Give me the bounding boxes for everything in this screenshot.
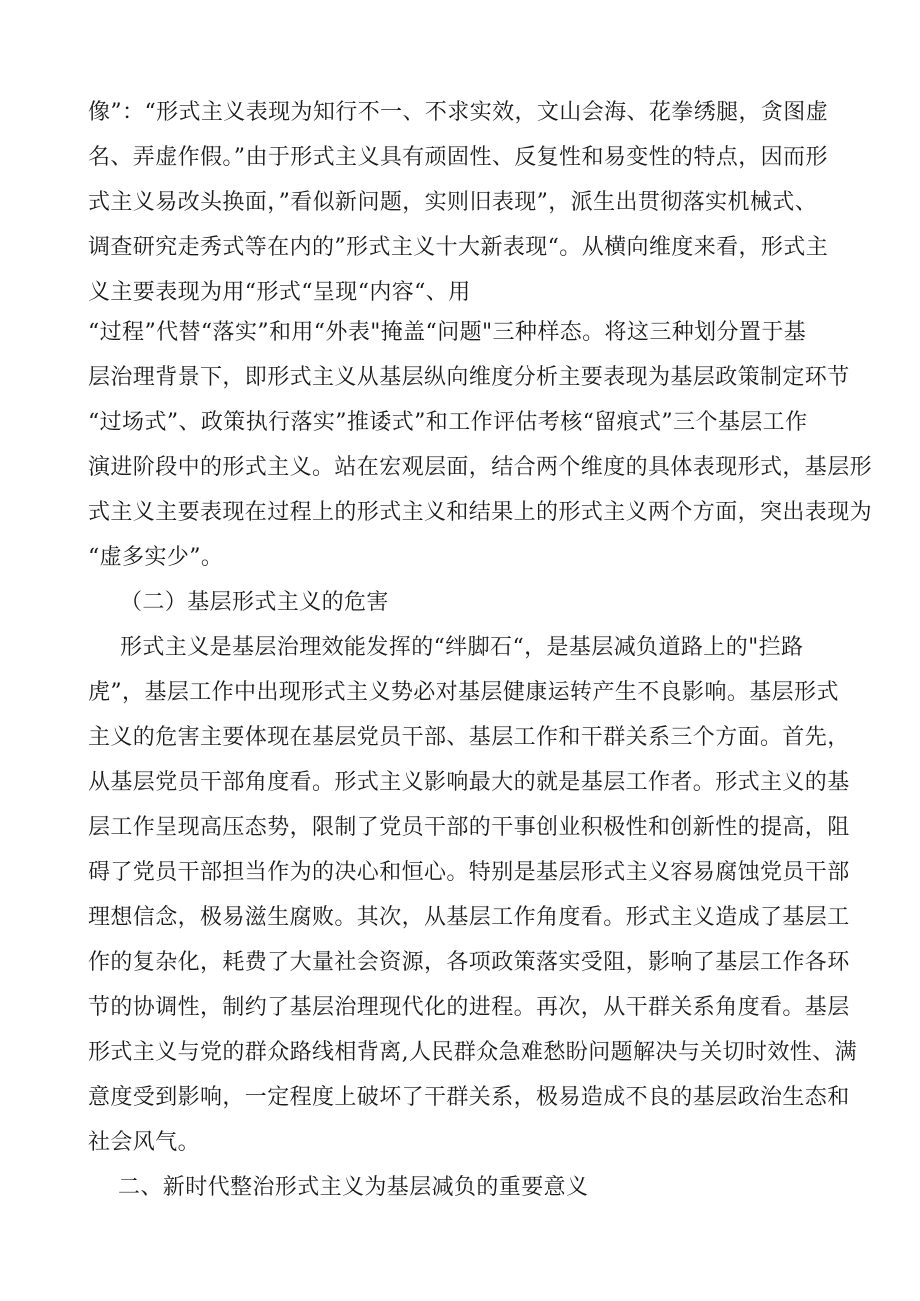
paragraph-line: 层工作呈现高压态势，限制了党员干部的干事创业积极性和创新性的提高，阻 [88, 815, 850, 840]
paragraph-line: “过场式”、政策执行落实”推诿式”和工作评估考核“留痕式”三个基层工作 [88, 410, 808, 435]
paragraph-line: 名、弄虚作假。”由于形式主义具有顽固性、反复性和易变性的特点，因而形 [88, 145, 828, 170]
paragraph-line: 形式主义与党的群众路线相背离,人民群众急难愁盼问题解决与关切时效性、满 [88, 1040, 857, 1065]
section-heading: 二、新时代整治形式主义为基层减负的重要意义 [118, 1175, 589, 1200]
paragraph-line: 层治理背景下，即形式主义从基层纵向维度分析主要表现为基层政策制定环节 [88, 365, 850, 390]
paragraph-line: 主义的危害主要体现在基层党员干部、基层工作和干群关系三个方面。首先， [88, 725, 850, 750]
paragraph-line: “虚多实少”。 [88, 545, 224, 570]
paragraph-line: 形式主义是基层治理效能发挥的“绊脚石“，是基层减负道路上的"拦路 [120, 635, 804, 660]
paragraph-line: 社会风气。 [88, 1130, 201, 1155]
paragraph-line: 式主义主要表现在过程上的形式主义和结果上的形式主义两个方面，突出表现为 [88, 500, 873, 525]
paragraph-line: 节的协调性，制约了基层治理现代化的进程。再次，从干群关系角度看。基层 [88, 995, 850, 1020]
paragraph-line: 演进阶段中的形式主义。站在宏观层面，结合两个维度的具体表现形式，基层形 [88, 455, 873, 480]
paragraph-line: 像”：“形式主义表现为知行不一、不求实效，文山会海、花拳绣腿，贪图虚 [88, 100, 829, 125]
paragraph-line: 式主义易改头换面，”看似新问题，实则旧表现”，派生出贯彻落实机械式、 [88, 190, 818, 215]
paragraph-line: 从基层党员干部角度看。形式主义影响最大的就是基层工作者。形式主义的基 [88, 770, 850, 795]
paragraph-line: 调查研究走秀式等在内的”形式主义十大新表现“。从横向维度来看，形式主 [88, 235, 829, 260]
paragraph-line: 理想信念，极易滋生腐败。其次，从基层工作角度看。形式主义造成了基层工 [88, 905, 850, 930]
paragraph-line: “过程”代替“落实”和用“外表"掩盖“问题"三种样态。将这三种划分置于基 [88, 320, 807, 345]
paragraph-line: 碍了党员干部担当作为的决心和恒心。特别是基层形式主义容易腐蚀党员干部 [88, 860, 850, 885]
paragraph-line: 义主要表现为用“形式“呈现“内容“、用 [88, 280, 471, 305]
subheading: （二）基层形式主义的危害 [120, 590, 389, 615]
paragraph-line: 虎”，基层工作中出现形式主义势必对基层健康运转产生不良影响。基层形式 [88, 680, 839, 705]
paragraph-line: 意度受到影响，一定程度上破坏了干群关系，极易造成不良的基层政治生态和 [88, 1085, 850, 1110]
paragraph-line: 作的复杂化，耗费了大量社会资源，各项政策落实受阻，影响了基层工作各环 [88, 950, 850, 975]
